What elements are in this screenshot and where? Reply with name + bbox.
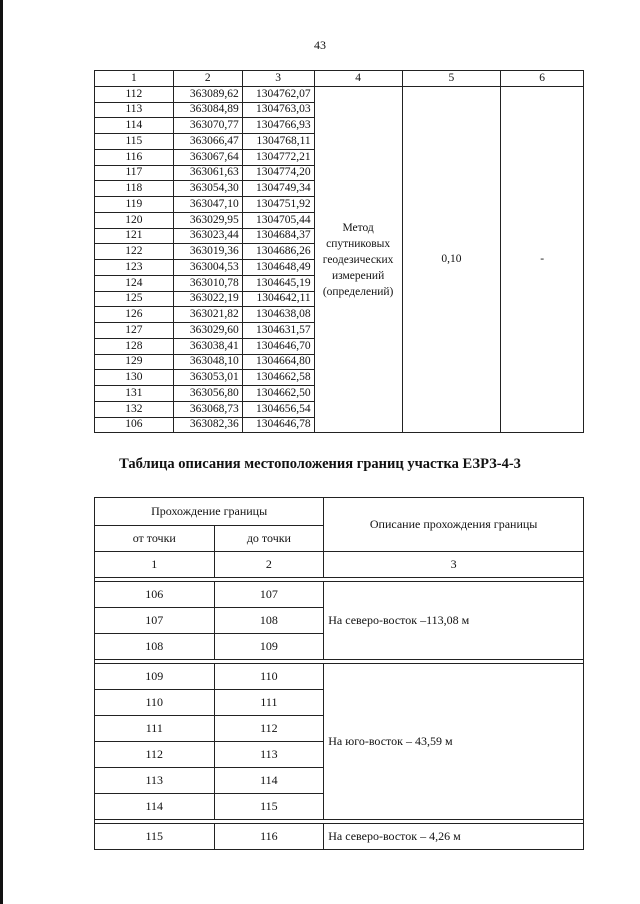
point-number-cell: 117 — [95, 165, 174, 181]
x-coordinate-cell: 363029,95 — [173, 212, 242, 228]
x-coordinate-cell: 363054,30 — [173, 181, 242, 197]
to-point-cell: 116 — [214, 824, 324, 850]
method-line: (определений) — [322, 285, 394, 298]
x-coordinate-cell: 363048,10 — [173, 354, 242, 370]
accuracy-cell: 0,10 — [402, 86, 501, 433]
to-point-cell: 115 — [214, 794, 324, 820]
point-number-cell: 106 — [95, 417, 174, 433]
point-number-cell: 127 — [95, 323, 174, 339]
y-coordinate-cell: 1304664,80 — [242, 354, 314, 370]
to-point-cell: 111 — [214, 690, 324, 716]
x-coordinate-cell: 363089,62 — [173, 86, 242, 102]
y-coordinate-cell: 1304766,93 — [242, 118, 314, 134]
y-coordinate-cell: 1304768,11 — [242, 134, 314, 150]
header-cell: 1 — [95, 71, 174, 87]
point-number-cell: 132 — [95, 401, 174, 417]
coordinates-table — [94, 70, 584, 433]
column-number: 1 — [95, 552, 215, 578]
y-coordinate-cell: 1304705,44 — [242, 212, 314, 228]
header-boundary-passage: Прохождение границы — [95, 498, 324, 526]
x-coordinate-cell: 363061,63 — [173, 165, 242, 181]
x-coordinate-cell: 363067,64 — [173, 149, 242, 165]
point-number-cell: 123 — [95, 260, 174, 276]
y-coordinate-cell: 1304772,21 — [242, 149, 314, 165]
y-coordinate-cell: 1304645,19 — [242, 275, 314, 291]
from-point-cell: 111 — [95, 716, 215, 742]
table-row — [95, 86, 584, 102]
y-coordinate-cell: 1304684,37 — [242, 228, 314, 244]
y-coordinate-cell: 1304648,49 — [242, 260, 314, 276]
to-point-cell: 112 — [214, 716, 324, 742]
y-coordinate-cell: 1304646,78 — [242, 417, 314, 433]
x-coordinate-cell: 363004,53 — [173, 260, 242, 276]
boundary-number-row — [95, 552, 584, 578]
header-from-point: от точки — [95, 526, 215, 552]
x-coordinate-cell: 363070,77 — [173, 118, 242, 134]
point-number-cell: 120 — [95, 212, 174, 228]
column-number: 3 — [324, 552, 584, 578]
y-coordinate-cell: 1304642,11 — [242, 291, 314, 307]
y-coordinate-cell: 1304763,03 — [242, 102, 314, 118]
point-number-cell: 125 — [95, 291, 174, 307]
method-line: геодезических — [322, 253, 394, 266]
x-coordinate-cell: 363068,73 — [173, 401, 242, 417]
x-coordinate-cell: 363022,19 — [173, 291, 242, 307]
table-row — [95, 824, 584, 850]
boundary-header-row — [95, 498, 584, 526]
to-point-cell: 113 — [214, 742, 324, 768]
x-coordinate-cell: 363053,01 — [173, 370, 242, 386]
point-number-cell: 114 — [95, 118, 174, 134]
point-number-cell: 131 — [95, 386, 174, 402]
description-cell: На юго-восток – 43,59 м — [324, 664, 584, 820]
coordinates-header-row — [95, 71, 584, 87]
x-coordinate-cell: 363029,60 — [173, 323, 242, 339]
table-row — [95, 664, 584, 690]
from-point-cell: 115 — [95, 824, 215, 850]
point-number-cell: 115 — [95, 134, 174, 150]
y-coordinate-cell: 1304749,34 — [242, 181, 314, 197]
header-cell: 5 — [402, 71, 501, 87]
y-coordinate-cell: 1304751,92 — [242, 197, 314, 213]
x-coordinate-cell: 363019,36 — [173, 244, 242, 260]
point-number-cell: 124 — [95, 275, 174, 291]
x-coordinate-cell: 363066,47 — [173, 134, 242, 150]
section-title: Таблица описания местоположения границ участка ЕЗРЗ-4-3 — [119, 456, 521, 472]
to-point-cell: 110 — [214, 664, 324, 690]
y-coordinate-cell: 1304662,50 — [242, 386, 314, 402]
point-number-cell: 113 — [95, 102, 174, 118]
column-6-cell: - — [501, 86, 584, 433]
point-number-cell: 121 — [95, 228, 174, 244]
header-cell: 2 — [173, 71, 242, 87]
header-description: Описание прохождения границы — [324, 498, 584, 552]
header-cell: 6 — [501, 71, 584, 87]
x-coordinate-cell: 363056,80 — [173, 386, 242, 402]
from-point-cell: 106 — [95, 582, 215, 608]
table-row — [95, 582, 584, 608]
point-number-cell: 126 — [95, 307, 174, 323]
from-point-cell: 110 — [95, 690, 215, 716]
to-point-cell: 108 — [214, 608, 324, 634]
point-number-cell: 128 — [95, 338, 174, 354]
x-coordinate-cell: 363023,44 — [173, 228, 242, 244]
point-number-cell: 118 — [95, 181, 174, 197]
x-coordinate-cell: 363010,78 — [173, 275, 242, 291]
header-cell: 4 — [314, 71, 402, 87]
header-cell: 3 — [242, 71, 314, 87]
y-coordinate-cell: 1304762,07 — [242, 86, 314, 102]
scan-edge — [0, 0, 3, 904]
point-number-cell: 112 — [95, 86, 174, 102]
x-coordinate-cell: 363084,89 — [173, 102, 242, 118]
to-point-cell: 109 — [214, 634, 324, 660]
y-coordinate-cell: 1304662,58 — [242, 370, 314, 386]
from-point-cell: 109 — [95, 664, 215, 690]
point-number-cell: 130 — [95, 370, 174, 386]
from-point-cell: 107 — [95, 608, 215, 634]
description-cell: На северо-восток –113,08 м — [324, 582, 584, 660]
method-cell — [314, 86, 402, 433]
from-point-cell: 108 — [95, 634, 215, 660]
from-point-cell: 112 — [95, 742, 215, 768]
point-number-cell: 129 — [95, 354, 174, 370]
point-number-cell: 119 — [95, 197, 174, 213]
boundary-description-table — [94, 497, 584, 850]
y-coordinate-cell: 1304774,20 — [242, 165, 314, 181]
point-number-cell: 116 — [95, 149, 174, 165]
y-coordinate-cell: 1304686,26 — [242, 244, 314, 260]
description-cell: На северо-восток – 4,26 м — [324, 824, 584, 850]
to-point-cell: 107 — [214, 582, 324, 608]
header-to-point: до точки — [214, 526, 324, 552]
method-line: спутниковых — [326, 237, 391, 250]
y-coordinate-cell: 1304638,08 — [242, 307, 314, 323]
point-number-cell: 122 — [95, 244, 174, 260]
to-point-cell: 114 — [214, 768, 324, 794]
x-coordinate-cell: 363047,10 — [173, 197, 242, 213]
x-coordinate-cell: 363038,41 — [173, 338, 242, 354]
column-number: 2 — [214, 552, 324, 578]
page-number: 43 — [314, 38, 326, 52]
y-coordinate-cell: 1304646,70 — [242, 338, 314, 354]
x-coordinate-cell: 363082,36 — [173, 417, 242, 433]
x-coordinate-cell: 363021,82 — [173, 307, 242, 323]
method-line: Метод — [342, 221, 374, 234]
method-line: измерений — [331, 269, 385, 282]
y-coordinate-cell: 1304631,57 — [242, 323, 314, 339]
y-coordinate-cell: 1304656,54 — [242, 401, 314, 417]
from-point-cell: 114 — [95, 794, 215, 820]
from-point-cell: 113 — [95, 768, 215, 794]
